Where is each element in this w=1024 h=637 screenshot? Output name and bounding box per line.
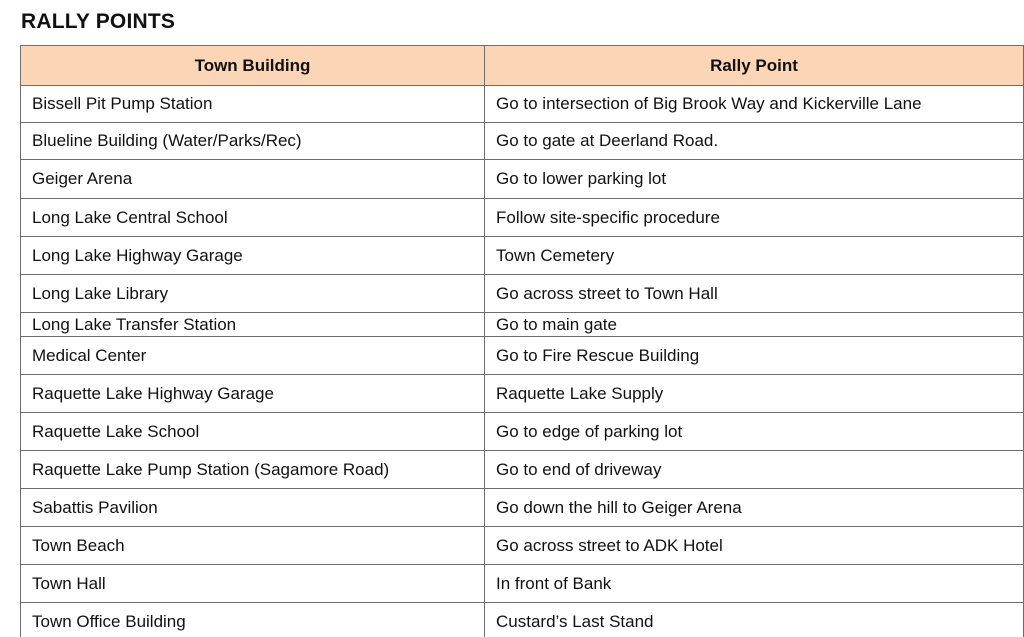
table-row [21, 199, 1024, 237]
town-building-cell: Long Lake Highway Garage [21, 237, 485, 275]
table-row [21, 160, 1024, 199]
table-row [21, 86, 1024, 123]
table-row [21, 375, 1024, 413]
town-building-cell: Long Lake Central School [21, 199, 485, 237]
town-building-cell: Town Hall [21, 565, 485, 603]
rally-point-cell: Go to Fire Rescue Building [485, 337, 1024, 375]
rally-point-cell: Go to lower parking lot [485, 160, 1024, 199]
table-row [21, 337, 1024, 375]
rally-point-cell: Go to end of driveway [485, 451, 1024, 489]
rally-point-cell: Town Cemetery [485, 237, 1024, 275]
table-row [21, 413, 1024, 451]
rally-point-cell: Go to gate at Deerland Road. [485, 123, 1024, 160]
rally-point-cell: Go down the hill to Geiger Arena [485, 489, 1024, 527]
rally-point-cell: Follow site-specific procedure [485, 199, 1024, 237]
rally-point-cell: Go to main gate [485, 313, 1024, 337]
town-building-cell: Raquette Lake School [21, 413, 485, 451]
rally-point-cell: In front of Bank [485, 565, 1024, 603]
town-building-cell: Raquette Lake Highway Garage [21, 375, 485, 413]
table-row [21, 313, 1024, 337]
rally-point-cell: Raquette Lake Supply [485, 375, 1024, 413]
table-header-row [21, 46, 1024, 86]
town-building-cell: Bissell Pit Pump Station [21, 86, 485, 123]
town-building-cell: Sabattis Pavilion [21, 489, 485, 527]
town-building-cell: Blueline Building (Water/Parks/Rec) [21, 123, 485, 160]
rally-point-cell: Go across street to ADK Hotel [485, 527, 1024, 565]
town-building-cell: Geiger Arena [21, 160, 485, 199]
town-building-cell: Medical Center [21, 337, 485, 375]
table-row [21, 275, 1024, 313]
town-building-cell: Town Beach [21, 527, 485, 565]
town-building-cell: Town Office Building [21, 603, 485, 637]
rally-point-cell: Go across street to Town Hall [485, 275, 1024, 313]
town-building-cell: Long Lake Library [21, 275, 485, 313]
table-row [21, 565, 1024, 603]
rally-points-table [20, 45, 1024, 637]
rally-point-cell: Go to intersection of Big Brook Way and Kickerville Lane [485, 86, 1024, 123]
town-building-cell: Long Lake Transfer Station [21, 313, 485, 337]
town-building-cell: Raquette Lake Pump Station (Sagamore Road) [21, 451, 485, 489]
table-row [21, 603, 1024, 637]
rally-point-cell: Go to edge of parking lot [485, 413, 1024, 451]
column-header-town-building: Town Building [21, 46, 485, 86]
table-row [21, 451, 1024, 489]
page-title: RALLY POINTS [21, 10, 176, 33]
table-row [21, 237, 1024, 275]
table-row [21, 527, 1024, 565]
table-row [21, 123, 1024, 160]
table-row [21, 489, 1024, 527]
rally-point-cell: Custard’s Last Stand [485, 603, 1024, 637]
column-header-rally-point: Rally Point [485, 46, 1024, 86]
